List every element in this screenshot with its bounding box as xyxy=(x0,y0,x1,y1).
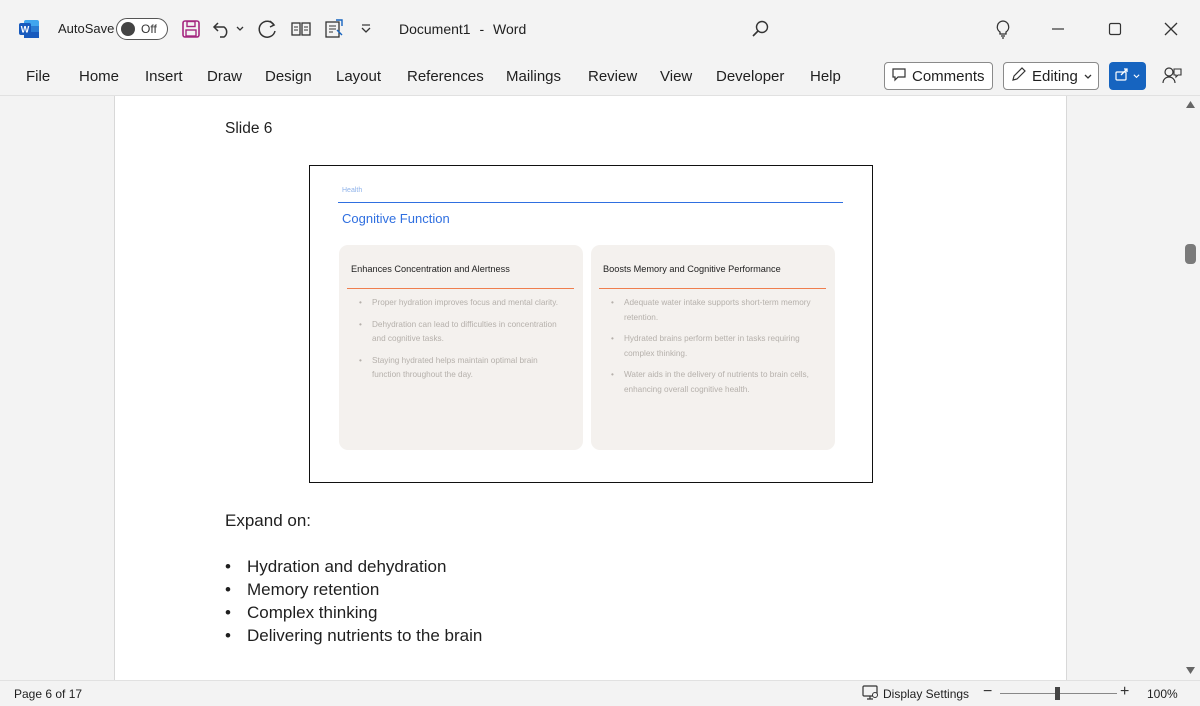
autosave-label: AutoSave xyxy=(58,21,115,36)
comments-label: Comments xyxy=(912,67,985,85)
scroll-up-icon[interactable] xyxy=(1185,99,1196,110)
tab-design[interactable]: Design xyxy=(265,68,312,85)
toggle-knob xyxy=(121,22,135,36)
tab-file[interactable]: File xyxy=(26,68,51,85)
autosave-toggle[interactable] xyxy=(116,18,168,40)
list-item: • Delivering nutrients to the brain xyxy=(225,624,482,647)
tab-layout[interactable]: Layout xyxy=(336,68,382,85)
word-logo-icon xyxy=(18,18,40,40)
card-bullets xyxy=(359,296,564,390)
search-icon[interactable] xyxy=(746,14,776,44)
document-name: Document1 xyxy=(399,21,471,37)
list-item: • Complex thinking xyxy=(225,601,482,624)
comment-icon xyxy=(891,66,907,86)
list-item: • Hydration and dehydration xyxy=(225,555,482,578)
zoom-slider-thumb[interactable] xyxy=(1055,687,1060,700)
autosave-state: Off xyxy=(141,22,157,36)
title-separator: - xyxy=(479,21,485,37)
vertical-scrollbar[interactable] xyxy=(1181,96,1200,680)
card-bullet: • Staying hydrated helps maintain optimal brain function throughout the day. xyxy=(359,354,564,383)
maximize-icon[interactable] xyxy=(1100,14,1130,44)
tab-insert[interactable]: Insert xyxy=(145,68,183,85)
tab-mailings[interactable]: Mailings xyxy=(506,68,562,85)
chevron-down-icon xyxy=(1132,67,1141,85)
expand-bullet-list xyxy=(225,555,482,647)
chevron-down-icon xyxy=(1083,68,1093,85)
card-bullet: • Adequate water intake supports short-term memory retention. xyxy=(611,296,816,325)
tab-developer[interactable]: Developer xyxy=(716,68,785,85)
list-item: • Memory retention xyxy=(225,578,482,601)
share-button[interactable] xyxy=(1109,62,1146,90)
display-settings-label: Display Settings xyxy=(883,687,970,701)
reading-mode-icon[interactable] xyxy=(289,17,313,41)
redo-icon[interactable] xyxy=(256,17,280,41)
lightbulb-icon[interactable] xyxy=(988,14,1018,44)
slide-image[interactable] xyxy=(309,165,873,483)
display-settings-button[interactable] xyxy=(862,685,969,703)
slide-divider xyxy=(338,202,843,203)
status-bar xyxy=(0,680,1200,706)
svg-text:W: W xyxy=(20,24,30,35)
tab-help[interactable]: Help xyxy=(810,68,841,85)
page-count[interactable]: Page 6 of 17 xyxy=(14,687,83,701)
zoom-level[interactable]: 100% xyxy=(1147,687,1178,701)
slide-card-memory xyxy=(591,245,835,450)
share-icon xyxy=(1114,66,1130,87)
card-bullet: • Water aids in the delivery of nutrients to brain cells, enhancing overall cognitive health. xyxy=(611,368,816,397)
scrollbar-thumb[interactable] xyxy=(1185,244,1196,264)
card-title: Boosts Memory and Cognitive Performance xyxy=(603,264,781,274)
editing-label: Editing xyxy=(1032,67,1078,85)
comments-button[interactable] xyxy=(884,62,993,90)
display-settings-icon xyxy=(862,685,879,703)
card-divider xyxy=(347,288,574,289)
pencil-icon xyxy=(1010,66,1027,87)
zoom-out-button[interactable]: − xyxy=(983,683,993,700)
undo-icon[interactable] xyxy=(211,17,235,41)
zoom-in-button[interactable]: + xyxy=(1120,683,1130,700)
card-bullet: • Proper hydration improves focus and mental clarity. xyxy=(359,296,564,311)
tab-review[interactable]: Review xyxy=(588,68,638,85)
card-bullet: • Hydrated brains perform better in tasks requiring complex thinking. xyxy=(611,332,816,361)
undo-dropdown-icon[interactable] xyxy=(233,17,247,41)
track-changes-icon[interactable] xyxy=(322,17,346,41)
slide-category: Health xyxy=(342,187,363,194)
minimize-icon[interactable] xyxy=(1043,14,1073,44)
expand-on-heading: Expand on: xyxy=(225,511,312,530)
save-icon[interactable] xyxy=(179,17,203,41)
card-divider xyxy=(599,288,826,289)
tab-draw[interactable]: Draw xyxy=(207,68,243,85)
card-bullet: • Dehydration can lead to difficulties in concentration and cognitive tasks. xyxy=(359,318,564,347)
close-icon[interactable] xyxy=(1156,14,1186,44)
tab-references[interactable]: References xyxy=(407,68,484,85)
document-title xyxy=(399,21,526,37)
slide-title: Cognitive Function xyxy=(342,211,450,226)
tab-home[interactable]: Home xyxy=(79,68,120,85)
tab-view[interactable]: View xyxy=(660,68,693,85)
card-bullets xyxy=(611,296,816,404)
slide-number-heading: Slide 6 xyxy=(225,120,273,137)
card-title: Enhances Concentration and Alertness xyxy=(351,264,510,274)
scroll-down-icon[interactable] xyxy=(1185,665,1196,676)
coauthoring-icon[interactable] xyxy=(1160,64,1184,88)
slide-card-concentration xyxy=(339,245,583,450)
editing-mode-button[interactable] xyxy=(1003,62,1099,90)
customize-quick-access-icon[interactable] xyxy=(354,17,378,41)
app-name: Word xyxy=(493,21,527,37)
title-bar xyxy=(0,0,1200,58)
